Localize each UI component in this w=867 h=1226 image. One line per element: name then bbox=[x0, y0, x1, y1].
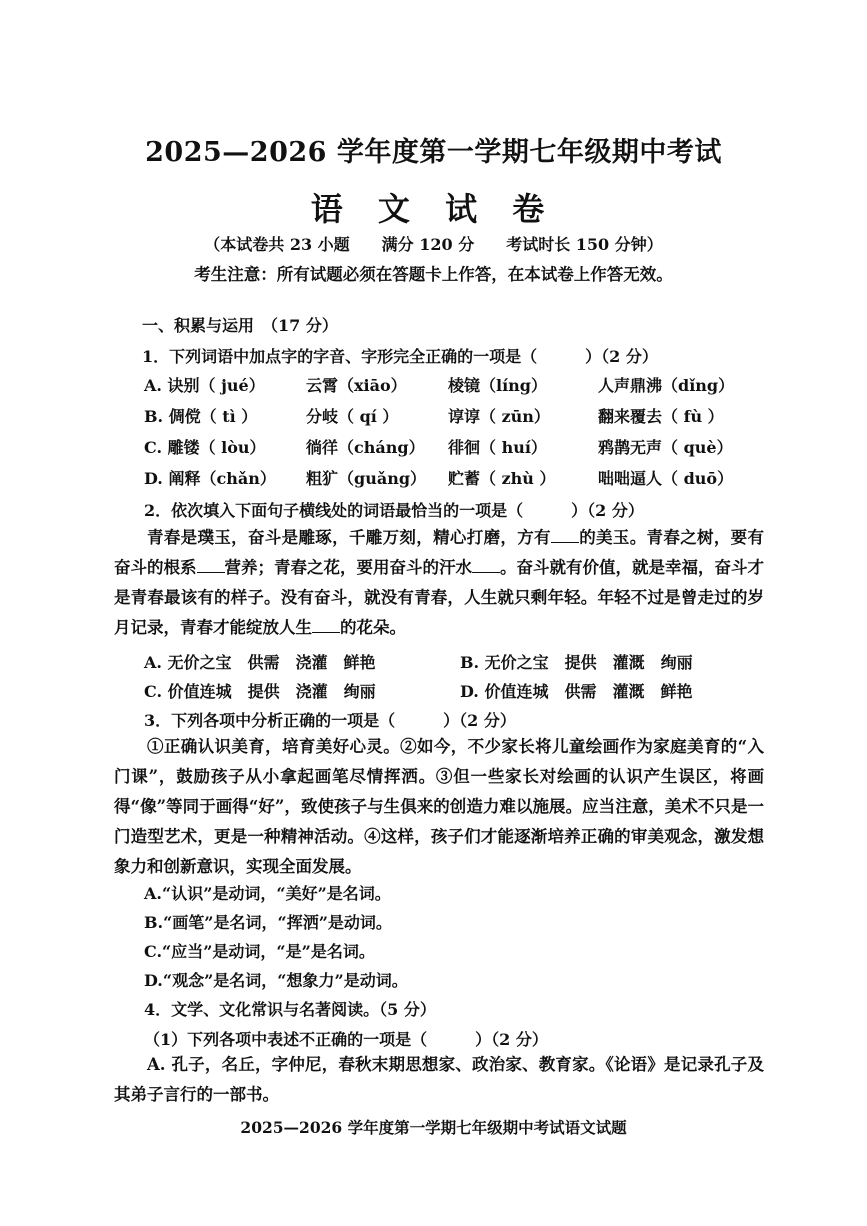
q1-option-d-3: 贮蓄（ zhù ） bbox=[448, 469, 556, 488]
q1-option-c-3: 徘徊（ huí） bbox=[448, 438, 547, 457]
q1-option-c-4: 鸦鹊无声（ què） bbox=[598, 438, 733, 457]
blank-2 bbox=[197, 558, 225, 573]
q1-option-d-1: D. 阐释（chǎn） bbox=[144, 469, 276, 488]
q2-option-c: C. 价值连城 提供 浇灌 绚丽 bbox=[144, 682, 376, 701]
q1-option-b-1: B. 倜傥（ tì ） bbox=[144, 407, 258, 426]
exam-info: （本试卷共 23 小题 满分 120 分 考试时长 150 分钟） bbox=[204, 235, 663, 254]
q1-option-d-2: 粗犷（guǎng） bbox=[306, 469, 427, 488]
exam-subtitle: 语 文 试 卷 bbox=[310, 190, 557, 228]
section-heading: 一、积累与运用 （17 分） bbox=[142, 316, 338, 335]
q4-option-a: A. 孔子，名丘，字仲尼，春秋末期思想家、政治家、教育家。《论语》是记录孔子及其弟子言行的一部书。 bbox=[114, 1055, 764, 1104]
q2-option-b: B. 无价之宝 提供 灌溉 绚丽 bbox=[460, 653, 693, 672]
q2-stem: 2．依次填入下面句子横线处的词语最恰当的一项是（ ）（2 分） bbox=[144, 501, 644, 520]
q3-option-c: C.“应当”是动词，“是”是名词。 bbox=[144, 942, 375, 961]
blank-4 bbox=[312, 618, 340, 633]
exam-notice: 考生注意：所有试题必须在答题卡上作答，在本试卷上作答无效。 bbox=[194, 265, 673, 284]
page-footer: 2025—2026 学年度第一学期七年级期中考试语文试题 bbox=[240, 1118, 627, 1137]
q1-stem: 1．下列词语中加点字的字音、字形完全正确的一项是（ ）（2 分） bbox=[142, 347, 658, 366]
q2-passage: 青春是璞玉，奋斗是雕琢，千雕万刻，精心打磨，方有 的美玉。青春之树，要有奋斗的根系 营养；青春之花，要用奋斗的汗水 。奋斗就有价值，就是幸福，奋斗才是青春最该有的样子。没有奋斗，就没有青春，人生就只剩年轻。年轻不过是曾走过的岁月记录，青春才能绽放人生 的花朵。 bbox=[114, 528, 765, 637]
q1-option-d-4: 咄咄逼人（ duō） bbox=[598, 469, 734, 488]
q2-option-a: A. 无价之宝 供需 浇灌 鲜艳 bbox=[144, 653, 376, 672]
q3-stem: 3．下列各项中分析正确的一项是（ ）（2 分） bbox=[144, 711, 516, 730]
q1-option-a-2: 云霄（xiāo） bbox=[306, 376, 407, 395]
blank-3 bbox=[472, 558, 500, 573]
q3-passage: ①正确认识美育，培育美好心灵。②如今，不少家长将儿童绘画作为家庭美育的“入门课”，鼓励孩子从小拿起画笔尽情挥洒。③但一些家长对绘画的认识产生误区，将画得“像”等同于画得“好”，致使孩子与生俱来的创造力难以施展。应当注意，美术不只是一门造型艺术，更是一种精神活动。④这样，孩子们才能逐渐培养正确的审美观念，激发想象力和创新意识，实现全面发展。 bbox=[114, 737, 764, 876]
q1-option-a-1: A. 诀别（ jué） bbox=[144, 376, 265, 395]
q3-option-a: A.“认识”是动词，“美好”是名词。 bbox=[144, 884, 391, 903]
blank-1 bbox=[551, 528, 579, 543]
q3-option-b: B.“画笔”是名词，“挥洒”是动词。 bbox=[144, 913, 392, 932]
q1-option-b-4: 翻来覆去（ fù ） bbox=[598, 407, 724, 426]
q1-option-b-2: 分岐（ qí ） bbox=[306, 407, 399, 426]
q1-option-c-2: 徜徉（cháng） bbox=[306, 438, 425, 457]
q2-option-d: D. 价值连城 供需 灌溉 鲜艳 bbox=[460, 682, 693, 701]
q4-sub1-stem: （1）下列各项中表述不正确的一项是（ ）（2 分） bbox=[144, 1030, 548, 1049]
q4-stem: 4．文学、文化常识与名著阅读。（5 分） bbox=[144, 1000, 436, 1019]
exam-title: 2025—2026 学年度第一学期七年级期中考试 bbox=[145, 137, 722, 168]
q1-option-b-3: 谆谆（ zūn） bbox=[448, 407, 550, 426]
q1-option-c-1: C. 雕镂（ lòu） bbox=[144, 438, 266, 457]
q3-option-d: D.“观念”是名词，“想象力”是动词。 bbox=[144, 971, 408, 990]
q1-option-a-4: 人声鼎沸（dǐng） bbox=[598, 376, 735, 395]
q1-option-a-3: 棱镜（líng） bbox=[448, 376, 547, 395]
